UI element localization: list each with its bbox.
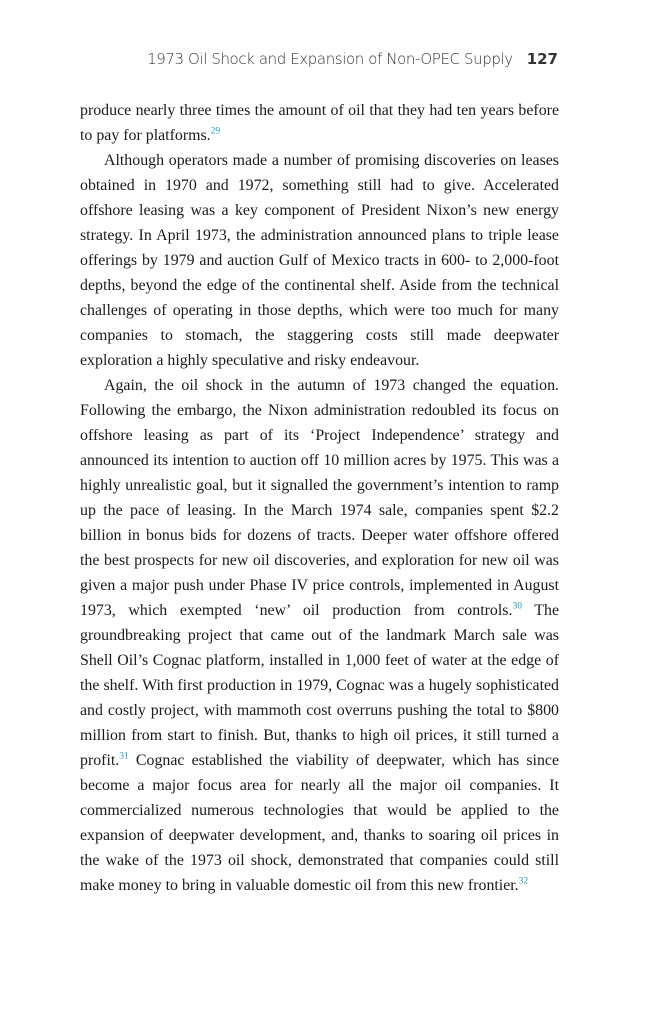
paragraph-text: Cognac established the viability of deepwater, which has since become a major focus area for nearly all the major oil companies. It commercialized numerous technologies that would be applied to the expansion of deepwater development, and, thanks to soaring oil prices in the wake of the 1973 oil shock, demonstrated that companies could still make money to bring in valuable domestic oil from this new frontier. [80,752,559,894]
paragraph [80,373,559,898]
page-number: 127 [526,50,558,68]
paragraph [80,98,559,148]
footnote-marker[interactable]: 32 [518,876,529,887]
paragraph-text: The groundbreaking project that came out of the landmark March sale was Shell Oil’s Cognac platform, installed in 1,000 feet of water at the edge of the shelf. With first production in 1979, Cognac was a hugely sophisticated and costly project, with mammoth cost overruns pushing the total to $800 million from start to finish. But, thanks to high oil prices, it still turned a profit. [80,602,559,769]
paragraph-text: produce nearly three times the amount of oil that they had ten years before to pay for platforms. [80,102,559,144]
paragraph [80,148,559,373]
running-title: 1973 Oil Shock and Expansion of Non-OPEC Supply [147,50,513,68]
footnote-marker[interactable]: 29 [210,126,221,137]
running-header [147,48,558,70]
paragraph-text: Again, the oil shock in the autumn of 1973 changed the equation. Following the embargo, the Nixon administration redoubled its focus on offshore leasing as part of its ‘Project Independence’ strategy and announced its intention to auction off 10 million acres by 1975. This was a highly unrealistic goal, but it signalled the government’s intention to ramp up the pace of leasing. In the March 1974 sale, companies spent $2.2 billion in bonus bids for dozens of tracts. Deeper water offshore offered the best prospects for new oil discoveries, and exploration for new oil was given a major push under Phase IV price controls, implemented in August 1973, which exempted ‘new’ oil production from controls. [80,377,559,619]
footnote-marker[interactable]: 30 [512,601,522,612]
paragraph-text: Although operators made a number of promising discoveries on leases obtained in 1970 and 1972, something still had to give. Accelerated offshore leasing was a key component of President Nixon’s new energy strategy. In April 1973, the administration announced plans to triple lease offerings by 1979 and auction Gulf of Mexico tracts in 600- to 2,000-foot depths, beyond the edge of the continental shelf. Aside from the technical challenges of operating in those depths, which were too much for many companies to stomach, the staggering costs still made deepwater exploration a highly speculative and risky endeavour. [80,152,559,369]
footnote-marker[interactable]: 31 [119,751,129,762]
body-text [80,98,559,898]
